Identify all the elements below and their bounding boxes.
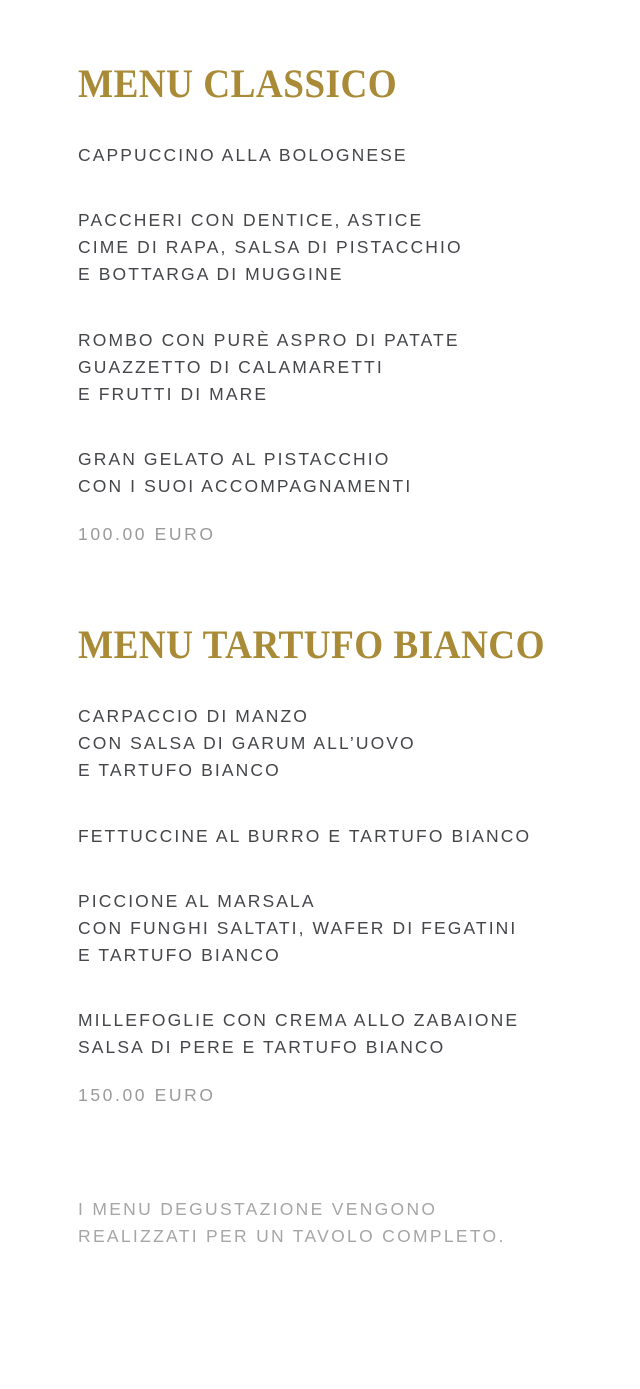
course-line: CAPPUCCINO ALLA BOLOGNESE: [78, 145, 408, 165]
course-line: FETTUCCINE AL BURRO E TARTUFO BIANCO: [78, 825, 532, 846]
footer-note: [78, 1196, 570, 1250]
course-item: [78, 327, 570, 408]
menu-price: 100.00 EURO: [78, 524, 216, 545]
course-item: [78, 207, 570, 288]
course-line: E TARTUFO BIANCO: [78, 760, 281, 781]
footer-note-line: I MENU DEGUSTAZIONE VENGONO: [78, 1199, 438, 1220]
course-line: ROMBO CON PURÈ ASPRO DI PATATE: [78, 329, 460, 350]
course-line: E BOTTARGA DI MUGGINE: [78, 264, 344, 285]
menu-title: MENU TARTUFO BIANCO: [78, 622, 546, 668]
menu-title: MENU CLASSICO: [78, 61, 398, 106]
course-line: CON FUNGHI SALTATI, WAFER DI FEGATINI: [78, 917, 518, 938]
course-item: [78, 446, 570, 500]
course-item: [78, 888, 570, 969]
menu-price: 150.00 EURO: [78, 1085, 216, 1106]
course-item: [78, 1007, 570, 1061]
course-item: [78, 823, 570, 850]
course-line: CIME DI RAPA, SALSA DI PISTACCHIO: [78, 237, 463, 258]
course-item: [78, 703, 570, 784]
course-line: E TARTUFO BIANCO: [78, 944, 281, 965]
course-line: GRAN GELATO AL PISTACCHIO: [78, 448, 391, 469]
course-line: PACCHERI CON DENTICE, ASTICE: [78, 210, 424, 231]
course-item: [78, 142, 570, 169]
course-line: CON I SUOI ACCOMPAGNAMENTI: [78, 476, 413, 496]
course-line: CARPACCIO DI MANZO: [78, 706, 309, 727]
course-line: GUAZZETTO DI CALAMARETTI: [78, 356, 384, 377]
course-line: SALSA DI PERE E TARTUFO BIANCO: [78, 1037, 446, 1058]
section-divider-spacer: [78, 545, 570, 623]
footer-note-line: REALIZZATI PER UN TAVOLO COMPLETO.: [78, 1226, 506, 1247]
course-line: E FRUTTI DI MARE: [78, 383, 269, 404]
course-line: CON SALSA DI GARUM ALL’UOVO: [78, 733, 416, 754]
menu-section-tartufo-bianco: [78, 623, 570, 1106]
menu-section-classico: [78, 62, 570, 545]
course-line: PICCIONE AL MARSALA: [78, 890, 316, 911]
course-line: MILLEFOGLIE CON CREMA ALLO ZABAIONE: [78, 1010, 520, 1030]
